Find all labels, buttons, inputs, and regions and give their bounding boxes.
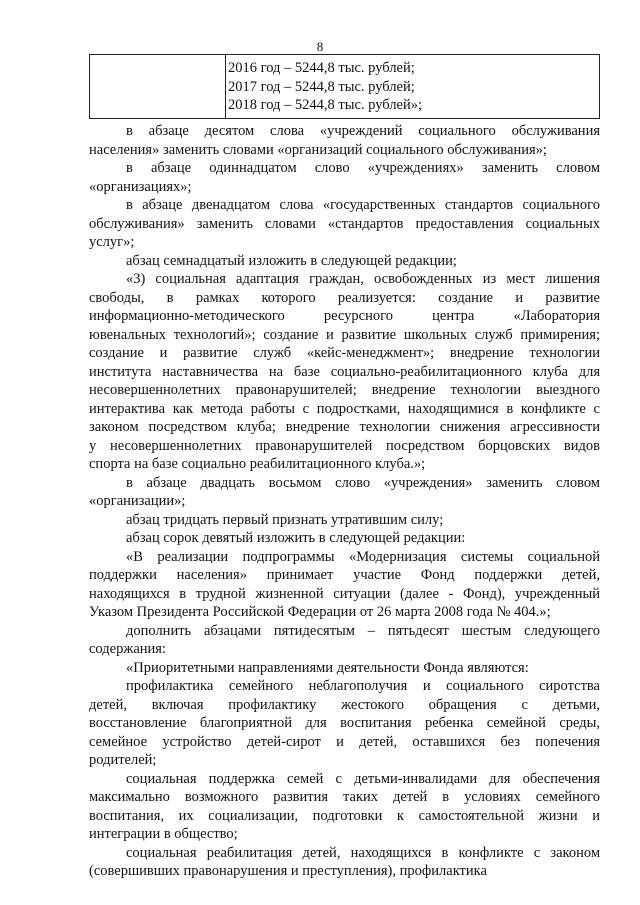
paragraph-line: профилактика семейного неблагополучия и социального сиротства: [126, 678, 600, 694]
paragraph: [89, 677, 600, 770]
paragraph-line: находящихся в трудной жизненной ситуации (далее - Фонд), учрежденный: [89, 585, 600, 602]
paragraph-line: несовершеннолетних правонарушителей; внедрение технологии выездного: [89, 382, 600, 398]
funding-table: [89, 54, 600, 119]
paragraph: [89, 844, 600, 881]
paragraph-line: воспитания, их социализации, подготовки к самостоятельной жизни и: [89, 807, 600, 824]
paragraph-line: социальная поддержка семей с детьми-инвалидами для обеспечения: [126, 770, 600, 787]
paragraph-line: «организации»;: [89, 493, 186, 509]
document-body: [89, 122, 600, 881]
paragraph-line: абзац тридцать первый признать утратившим силу;: [126, 511, 444, 528]
paragraph-line: содержания:: [89, 641, 167, 657]
page-number: 8: [316, 39, 324, 54]
paragraph-line: в абзаце десятом слова «учреждений социального обслуживания: [126, 123, 600, 139]
paragraph: [89, 770, 600, 844]
paragraph-line: населения» заменить словами «организаций социального обслуживания»;: [89, 141, 547, 158]
paragraph: [89, 159, 600, 196]
paragraph-line: абзац сорок девятый изложить в следующей редакции:: [126, 530, 466, 546]
paragraph-line: в абзаце двенадцатом слова «государственных стандартов социального: [126, 197, 600, 213]
paragraph: [89, 511, 600, 530]
paragraph-line: «В реализации подпрограммы «Модернизация системы социальной: [126, 548, 600, 565]
funding-line: 2018 год – 5244,8 тыс. рублей»;: [228, 97, 423, 113]
paragraph-line: «организациях»;: [89, 178, 192, 195]
paragraph-line: социальная реабилитация детей, находящихся в конфликте с законом: [126, 844, 600, 861]
paragraph-line: у несовершеннолетних правонарушителей посредством борцовских видов: [89, 437, 600, 454]
paragraph: [89, 196, 600, 252]
paragraph: [89, 474, 600, 511]
paragraph-line: (совершивших правонарушения и преступления), профилактика: [89, 863, 487, 879]
paragraph-line: «Приоритетными направлениями деятельности Фонда являются:: [126, 659, 529, 676]
paragraph-line: детей, включая профилактику жестокого обращения с детьми,: [89, 696, 600, 713]
paragraph: [89, 122, 600, 159]
paragraph-line: восстановление благоприятной для воспитания ребенка семейной среды,: [89, 715, 600, 731]
paragraph: [89, 529, 600, 548]
paragraph-line: в абзаце одиннадцатом слово «учреждениях» заменить словом: [126, 160, 600, 176]
paragraph-line: спорта на базе социально реабилитационного клуба.»;: [89, 456, 426, 472]
table-cell-funding: [226, 55, 599, 118]
paragraph-line: семейное устройство детей-сирот и детей, оставшихся без попечения: [89, 733, 600, 750]
paragraph-line: интерактива как метода работы с подростками, находящимися в конфликте с: [89, 400, 600, 417]
paragraph-line: услуг»;: [89, 234, 135, 250]
paragraph: [89, 548, 600, 622]
paragraph: [89, 270, 600, 474]
paragraph: [89, 659, 600, 678]
paragraph-line: обслуживания» заменить словами «стандартов предоставления социальных: [89, 215, 600, 232]
paragraph-line: поддержки населения» принимает участие Фонд поддержки детей,: [89, 567, 600, 583]
paragraph-line: максимально возможного развития таких детей в условиях семейного: [89, 789, 600, 805]
paragraph-line: свободы, в рамках которого реализуется: создание и развитие: [89, 289, 600, 306]
paragraph: [89, 622, 600, 659]
paragraph-line: абзац семнадцатый изложить в следующей редакции;: [126, 252, 457, 269]
table-cell-empty: [90, 55, 226, 118]
paragraph-line: института наставничества на базе социально-реабилитационного клуба для: [89, 363, 600, 380]
paragraph-line: «3) социальная адаптация граждан, освобожденных из мест лишения: [126, 271, 600, 287]
paragraph: [89, 252, 600, 271]
paragraph-line: родителей;: [89, 752, 157, 768]
funding-line: 2016 год – 5244,8 тыс. рублей;: [228, 60, 415, 76]
paragraph-line: в абзаце двадцать восьмом слово «учреждения» заменить словом: [126, 474, 600, 491]
paragraph-line: законом посредством клуба; внедрение технологии снижения агрессивности: [89, 419, 600, 435]
paragraph-line: дополнить абзацами пятидесятым – пятьдесят шестым следующего: [126, 622, 600, 639]
paragraph-line: информационно-методического ресурсного центра «Лаборатория: [89, 308, 600, 324]
paragraph-line: ювенальных технологий»; создание и развитие школьных служб примирения;: [89, 326, 600, 343]
paragraph-line: Указом Президента Российской Федерации от 26 марта 2008 года № 404.»;: [89, 604, 551, 620]
paragraph-line: интеграции в общество;: [89, 826, 238, 842]
funding-line: 2017 год – 5244,8 тыс. рублей;: [228, 78, 415, 95]
paragraph-line: создание и развитие служб «кейс-менеджмент»; внедрение технологии: [89, 345, 600, 361]
